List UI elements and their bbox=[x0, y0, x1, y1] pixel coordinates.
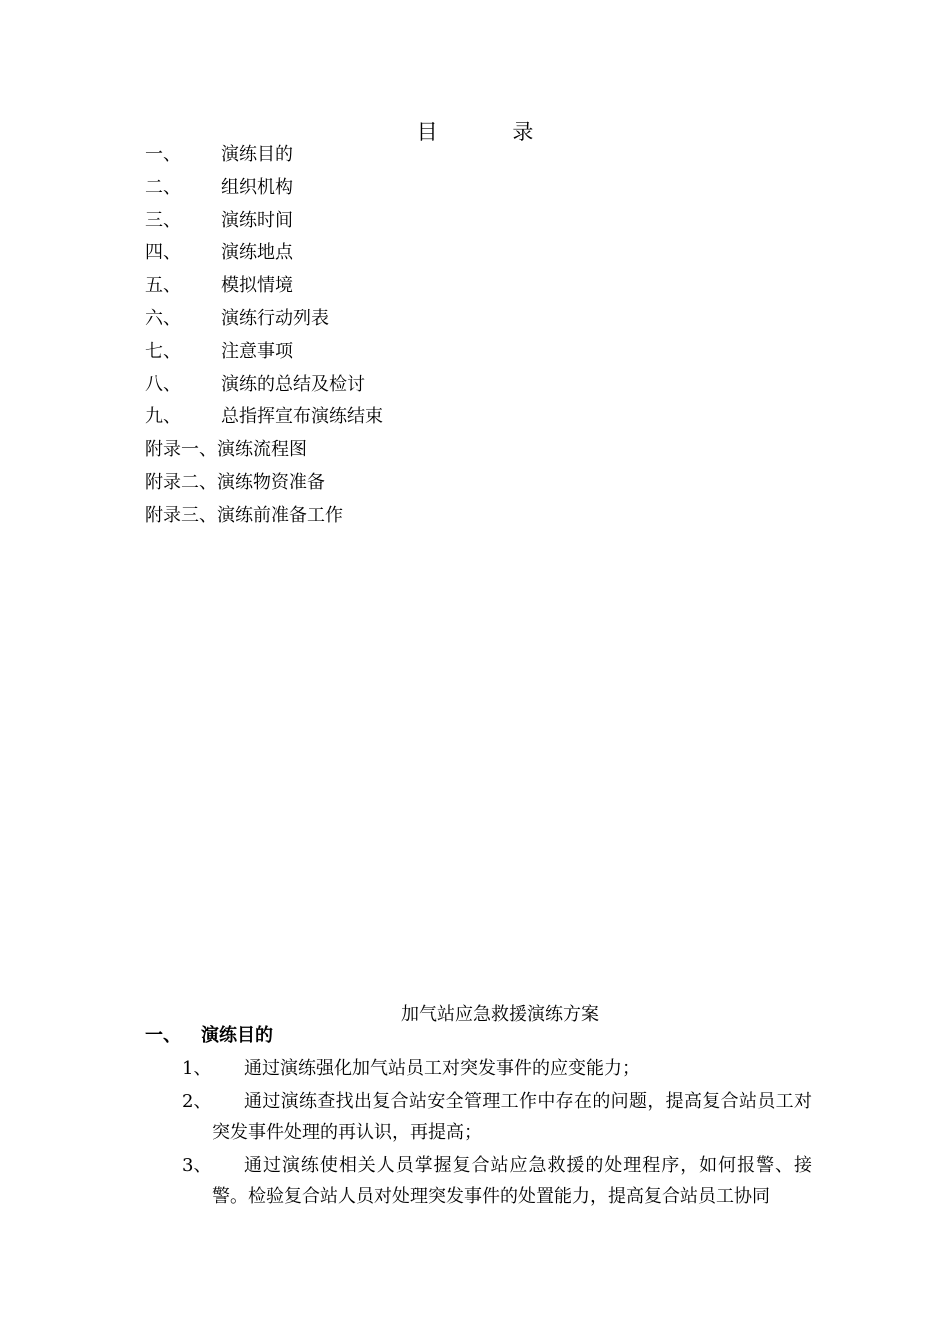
toc-item-label: 演练时间 bbox=[221, 209, 293, 231]
toc-title: 目 录 bbox=[416, 120, 568, 144]
toc-item[interactable] bbox=[145, 139, 745, 172]
list-item-text: 通过演练强化加气站员工对突发事件的应变能力； bbox=[244, 1058, 640, 1079]
toc-appendix-item[interactable]: 附录二、演练物资准备 bbox=[145, 471, 325, 493]
toc-item-number: 六、 bbox=[145, 307, 181, 329]
toc-item-number: 一、 bbox=[145, 144, 181, 165]
list-item-number: 3、 bbox=[182, 1155, 212, 1176]
table-of-contents bbox=[145, 139, 745, 533]
list-item-number: 1、 bbox=[182, 1058, 212, 1079]
section-heading-text: 演练目的 bbox=[201, 1025, 273, 1046]
list-item-text: 通过演练查找出复合站安全管理工作中存在的问题，提高复合站员工对突发事件处理的再认识，再提高； bbox=[212, 1091, 812, 1143]
section-heading bbox=[145, 1021, 273, 1047]
toc-item[interactable] bbox=[145, 205, 745, 238]
toc-item-number: 七、 bbox=[145, 340, 181, 362]
toc-item-label: 注意事项 bbox=[221, 340, 293, 362]
list-item-number: 2、 bbox=[182, 1091, 212, 1112]
toc-item-label: 总指挥宣布演练结束 bbox=[221, 406, 383, 428]
toc-item[interactable] bbox=[145, 303, 745, 336]
toc-item-number: 三、 bbox=[145, 209, 181, 231]
toc-item[interactable] bbox=[145, 270, 745, 303]
toc-item-number: 五、 bbox=[145, 275, 181, 297]
toc-item[interactable] bbox=[145, 172, 745, 205]
toc-item-label: 演练目的 bbox=[221, 144, 293, 165]
list-item-text: 通过演练使相关人员掌握复合站应急救援的处理程序，如何报警、接警。检验复合站人员对处理突发事件的处置能力，提高复合站员工协同 bbox=[212, 1155, 812, 1207]
toc-item-label: 演练的总结及检讨 bbox=[221, 373, 365, 395]
toc-appendix-item[interactable]: 附录三、演练前准备工作 bbox=[145, 504, 343, 526]
toc-item[interactable] bbox=[145, 369, 745, 402]
toc-item-number: 二、 bbox=[145, 176, 181, 198]
toc-item-label: 模拟情境 bbox=[221, 275, 293, 297]
toc-item-label: 组织机构 bbox=[221, 176, 293, 198]
toc-item-number: 九、 bbox=[145, 406, 181, 428]
section-number: 一、 bbox=[145, 1025, 181, 1046]
toc-item[interactable] bbox=[145, 336, 745, 369]
section-item-list bbox=[182, 1053, 812, 1214]
toc-item-number: 八、 bbox=[145, 373, 181, 395]
document-title: 加气站应急救援演练方案 bbox=[401, 1004, 599, 1025]
list-item bbox=[182, 1053, 812, 1084]
toc-item-number: 四、 bbox=[145, 242, 181, 264]
toc-item-label: 演练行动列表 bbox=[221, 307, 329, 329]
toc-item-label: 演练地点 bbox=[221, 242, 293, 264]
toc-item[interactable] bbox=[145, 237, 745, 270]
list-item bbox=[182, 1086, 812, 1148]
list-item bbox=[182, 1150, 812, 1212]
toc-appendix-item[interactable]: 附录一、演练流程图 bbox=[145, 439, 307, 461]
toc-item[interactable] bbox=[145, 401, 745, 434]
